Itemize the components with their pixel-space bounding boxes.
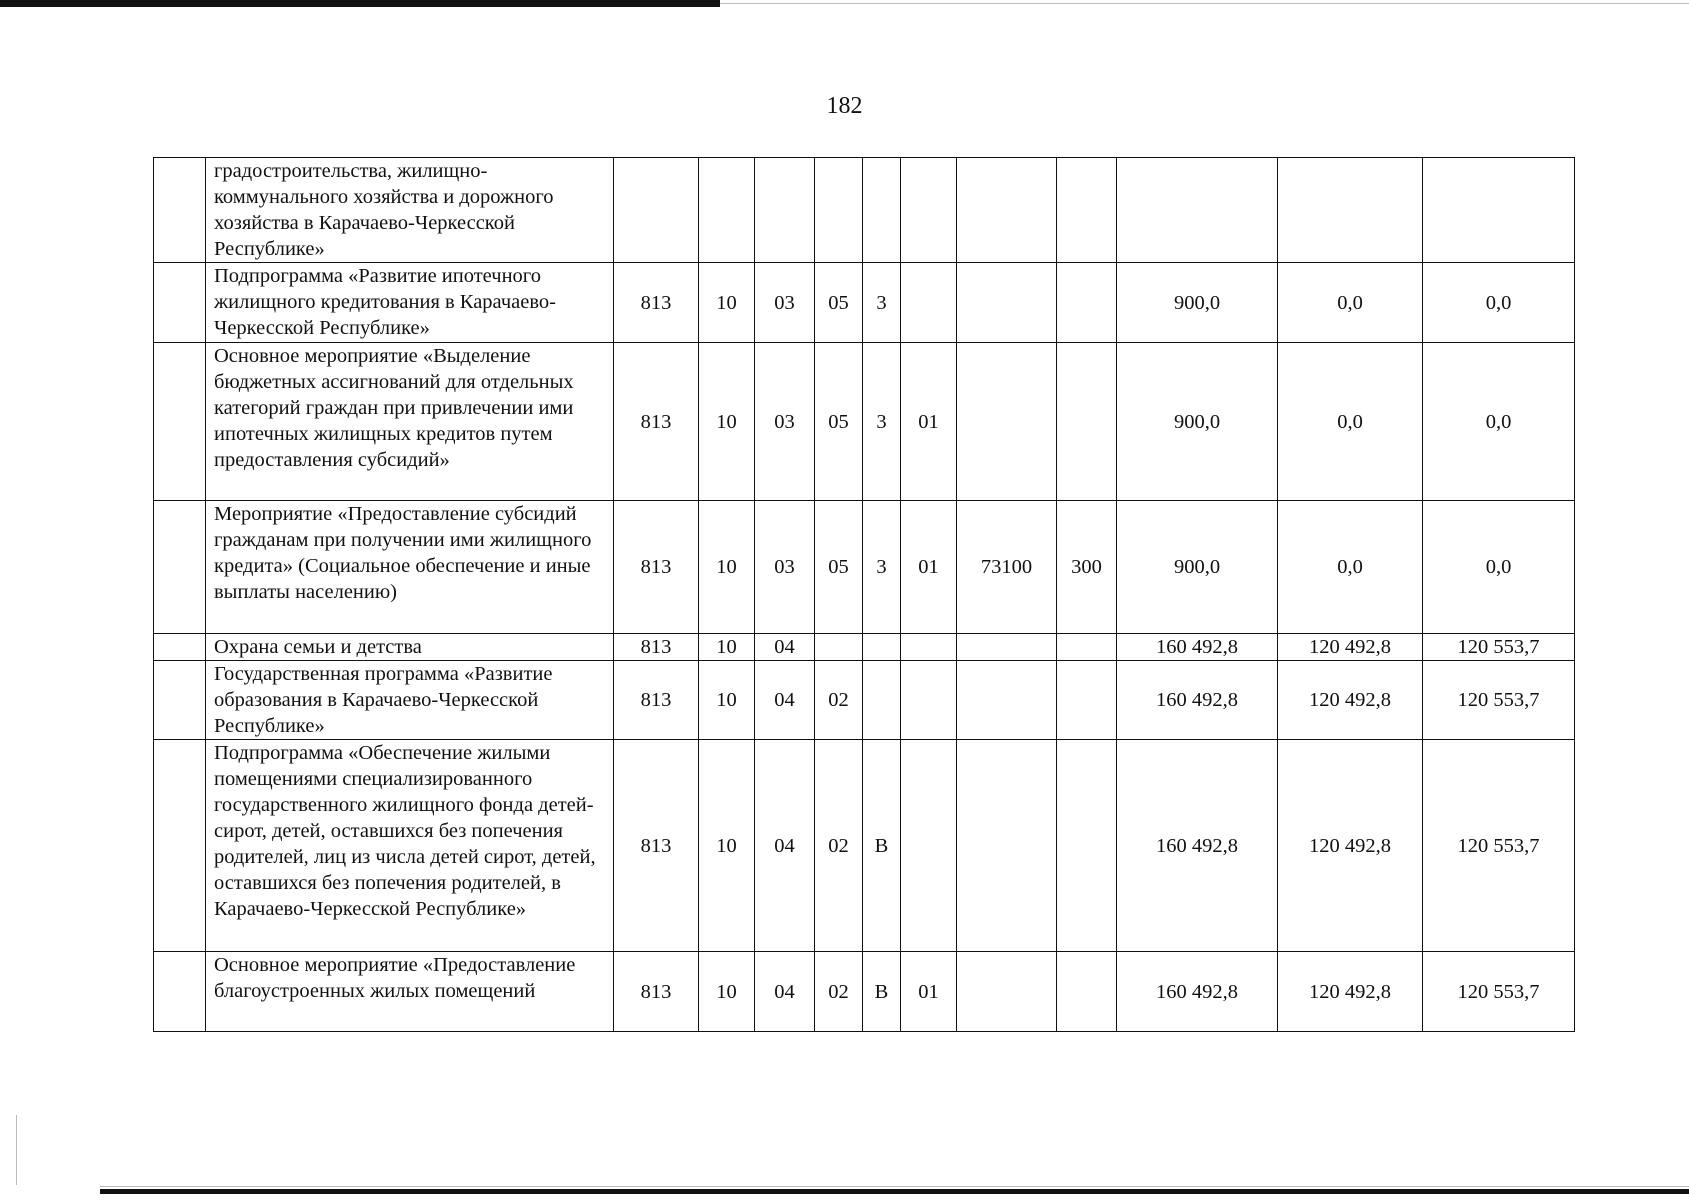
amount-year1-cell: 160 492,8 xyxy=(1117,740,1278,952)
event-code-cell xyxy=(901,634,957,661)
direction-code-cell: 73100 xyxy=(957,501,1057,634)
amount-year3-cell: 0,0 xyxy=(1423,263,1575,343)
expense-type-cell xyxy=(1057,263,1117,343)
scan-edge-mark xyxy=(16,1115,17,1185)
subsection-code-cell: 04 xyxy=(755,634,815,661)
section-code-cell: 10 xyxy=(699,634,755,661)
program-code-cell: 02 xyxy=(815,661,863,740)
ministry-code-cell: 813 xyxy=(614,501,699,634)
amount-year2-cell xyxy=(1278,158,1423,263)
row-number-cell xyxy=(154,952,206,1032)
program-code-cell: 05 xyxy=(815,501,863,634)
program-code-cell: 05 xyxy=(815,263,863,343)
event-code-cell: 01 xyxy=(901,501,957,634)
section-code-cell: 10 xyxy=(699,343,755,501)
table-row xyxy=(154,501,1575,634)
amount-year2-cell: 0,0 xyxy=(1278,263,1423,343)
item-name-cell: Основное мероприятие «Выделение бюджетных ассигнований для отдельных категорий граждан при привлечении ими ипотечных жилищных кредитов путем предоставления субсидий» xyxy=(206,343,614,501)
amount-year2-cell: 0,0 xyxy=(1278,343,1423,501)
item-name-cell: Подпрограмма «Обеспечение жилыми помещениями специализированного государственного жилищного фонда детей-сирот, детей, оставшихся без попечения родителей, лиц из числа детей сирот, детей, оставшихся без попечения родителей, в Карачаево-Черкесской Республике» xyxy=(206,740,614,952)
amount-year1-cell: 900,0 xyxy=(1117,263,1278,343)
amount-year1-cell: 900,0 xyxy=(1117,501,1278,634)
direction-code-cell xyxy=(957,158,1057,263)
event-code-cell: 01 xyxy=(901,952,957,1032)
amount-year2-cell: 120 492,8 xyxy=(1278,634,1423,661)
subprogram-code-cell: 3 xyxy=(863,343,901,501)
direction-code-cell xyxy=(957,740,1057,952)
amount-year1-cell: 900,0 xyxy=(1117,343,1278,501)
expense-type-cell xyxy=(1057,343,1117,501)
amount-year3-cell: 0,0 xyxy=(1423,501,1575,634)
direction-code-cell xyxy=(957,263,1057,343)
expense-type-cell xyxy=(1057,740,1117,952)
ministry-code-cell: 813 xyxy=(614,952,699,1032)
item-name-cell: Государственная программа «Развитие образования в Карачаево-Черкесской Республике» xyxy=(206,661,614,740)
table-row xyxy=(154,343,1575,501)
bottom-border-line xyxy=(100,1189,1689,1194)
ministry-code-cell: 813 xyxy=(614,661,699,740)
table-row xyxy=(154,634,1575,661)
event-code-cell xyxy=(901,263,957,343)
row-number-cell xyxy=(154,661,206,740)
table-row xyxy=(154,158,1575,263)
program-code-cell: 05 xyxy=(815,343,863,501)
row-number-cell xyxy=(154,158,206,263)
section-code-cell: 10 xyxy=(699,263,755,343)
amount-year3-cell xyxy=(1423,158,1575,263)
expense-type-cell xyxy=(1057,158,1117,263)
expense-type-cell xyxy=(1057,661,1117,740)
subsection-code-cell xyxy=(755,158,815,263)
bottom-border-line-thin xyxy=(100,1186,1689,1187)
item-name-cell: градостроительства, жилищно-коммунального хозяйства и дорожного хозяйства в Карачаево-Черкесской Республике» xyxy=(206,158,614,263)
expense-type-cell xyxy=(1057,634,1117,661)
ministry-code-cell: 813 xyxy=(614,343,699,501)
item-name-cell: Мероприятие «Предоставление субсидий гражданам при получении ими жилищного кредита» (Социальное обеспечение и иные выплаты населению) xyxy=(206,501,614,634)
amount-year2-cell: 0,0 xyxy=(1278,501,1423,634)
budget-table xyxy=(153,157,1575,1032)
event-code-cell xyxy=(901,661,957,740)
program-code-cell xyxy=(815,634,863,661)
amount-year1-cell: 160 492,8 xyxy=(1117,661,1278,740)
direction-code-cell xyxy=(957,661,1057,740)
subsection-code-cell: 04 xyxy=(755,661,815,740)
amount-year3-cell: 120 553,7 xyxy=(1423,952,1575,1032)
amount-year3-cell: 0,0 xyxy=(1423,343,1575,501)
subprogram-code-cell: В xyxy=(863,740,901,952)
subprogram-code-cell xyxy=(863,634,901,661)
subsection-code-cell: 04 xyxy=(755,952,815,1032)
event-code-cell: 01 xyxy=(901,343,957,501)
section-code-cell: 10 xyxy=(699,740,755,952)
subprogram-code-cell: 3 xyxy=(863,263,901,343)
subsection-code-cell: 03 xyxy=(755,501,815,634)
subsection-code-cell: 04 xyxy=(755,740,815,952)
table-row xyxy=(154,661,1575,740)
amount-year3-cell: 120 553,7 xyxy=(1423,634,1575,661)
table-row xyxy=(154,740,1575,952)
section-code-cell: 10 xyxy=(699,661,755,740)
subprogram-code-cell: 3 xyxy=(863,501,901,634)
top-border-line-thin xyxy=(720,3,1689,4)
event-code-cell xyxy=(901,158,957,263)
ministry-code-cell: 813 xyxy=(614,740,699,952)
section-code-cell xyxy=(699,158,755,263)
row-number-cell xyxy=(154,740,206,952)
direction-code-cell xyxy=(957,634,1057,661)
ministry-code-cell: 813 xyxy=(614,634,699,661)
ministry-code-cell: 813 xyxy=(614,263,699,343)
section-code-cell: 10 xyxy=(699,501,755,634)
table-row xyxy=(154,952,1575,1032)
amount-year3-cell: 120 553,7 xyxy=(1423,740,1575,952)
item-name-cell: Охрана семьи и детства xyxy=(206,634,614,661)
subsection-code-cell: 03 xyxy=(755,343,815,501)
subprogram-code-cell xyxy=(863,158,901,263)
program-code-cell xyxy=(815,158,863,263)
direction-code-cell xyxy=(957,343,1057,501)
program-code-cell: 02 xyxy=(815,740,863,952)
row-number-cell xyxy=(154,634,206,661)
subprogram-code-cell xyxy=(863,661,901,740)
row-number-cell xyxy=(154,343,206,501)
subsection-code-cell: 03 xyxy=(755,263,815,343)
amount-year3-cell: 120 553,7 xyxy=(1423,661,1575,740)
row-number-cell xyxy=(154,263,206,343)
section-code-cell: 10 xyxy=(699,952,755,1032)
expense-type-cell xyxy=(1057,952,1117,1032)
program-code-cell: 02 xyxy=(815,952,863,1032)
event-code-cell xyxy=(901,740,957,952)
ministry-code-cell xyxy=(614,158,699,263)
expense-type-cell: 300 xyxy=(1057,501,1117,634)
row-number-cell xyxy=(154,501,206,634)
page-number: 182 xyxy=(826,93,863,119)
subprogram-code-cell: В xyxy=(863,952,901,1032)
top-border-line xyxy=(0,0,720,7)
amount-year1-cell: 160 492,8 xyxy=(1117,634,1278,661)
amount-year2-cell: 120 492,8 xyxy=(1278,952,1423,1032)
item-name-cell: Основное мероприятие «Предоставление благоустроенных жилых помещений xyxy=(206,952,614,1032)
amount-year1-cell xyxy=(1117,158,1278,263)
amount-year2-cell: 120 492,8 xyxy=(1278,661,1423,740)
amount-year1-cell: 160 492,8 xyxy=(1117,952,1278,1032)
item-name-cell: Подпрограмма «Развитие ипотечного жилищного кредитования в Карачаево-Черкесской Республике» xyxy=(206,263,614,343)
table-row xyxy=(154,263,1575,343)
amount-year2-cell: 120 492,8 xyxy=(1278,740,1423,952)
direction-code-cell xyxy=(957,952,1057,1032)
